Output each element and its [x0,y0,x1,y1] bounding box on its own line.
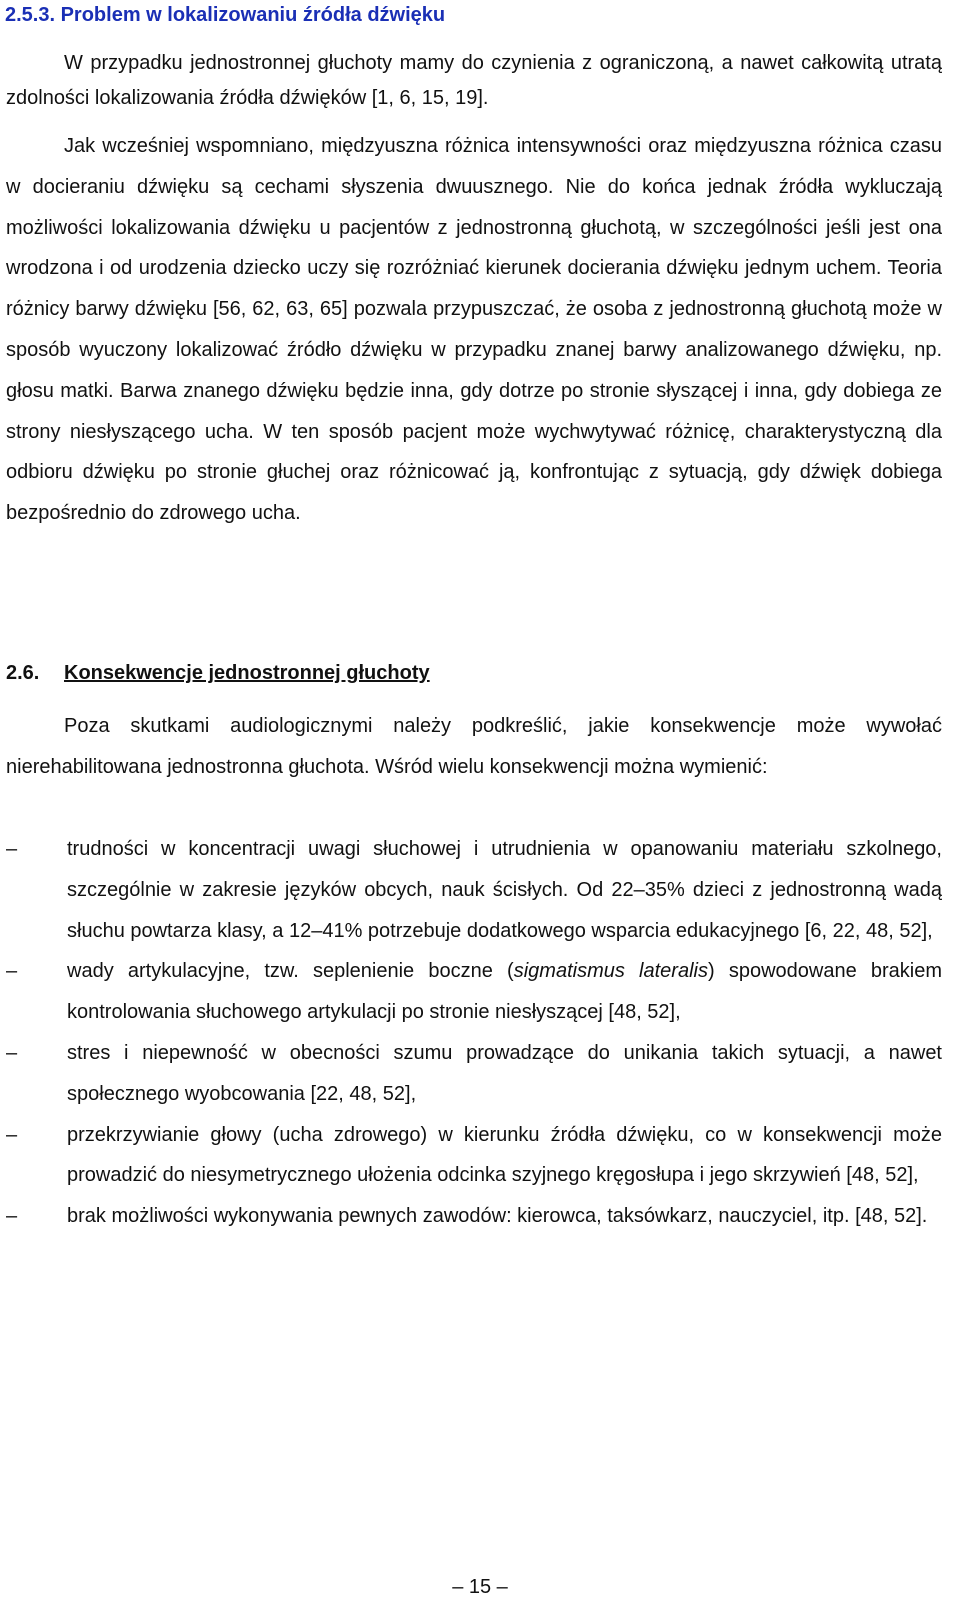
list-item [6,951,942,1033]
list-item-text-after: ) spowodowane brakiem kontrolowania słuchowego artykulacji po stronie niesłyszącej [48, 52], [67,960,943,1024]
list-item-text: stres i niepewność w obecności szumu prowadzące do unikania takich sytuacji, a nawet społecznego wyobcowania [22, 48, 52], [67,1041,942,1105]
bullet-dash: – [6,960,18,983]
bullet-dash: – [6,1041,18,1064]
list-item [6,1115,942,1197]
section-title: Konsekwencje jednostronnej głuchoty [64,662,430,684]
paragraph-1-text: W przypadku jednostronnej głuchoty mamy do czynienia z ograniczoną, a nawet całkowitą utratą zdolności lokalizowania źródła dźwięków [1, 6, 15, 19]. [6,52,942,109]
list-item-text: trudności w koncentracji uwagi słuchowej i utrudnienia w opanowaniu materiału szkolnego, szczególnie w zakresie języków obcych, nauk ścisłych. Od 22–35% dzieci z jednostronną wadą słuchu powtarza klasy, a 12–41% potrzebuje dodatkowego wsparcia edukacyjnego [6, 22, 48, 52], [67,838,942,942]
list-item-text: brak możliwości wykonywania pewnych zawodów: kierowca, taksówkarz, nauczyciel, itp. [48, 52]. [67,1205,928,1228]
bullet-dash: – [6,838,18,860]
list-item-text: przekrzywianie głowy (ucha zdrowego) w kierunku źródła dźwięku, co w konsekwencji może prowadzić do niesymetrycznego ułożenia odcinka szyjnego kręgosłupa i jego skrzywień [48, 52], [67,1123,942,1187]
consequences-list [6,829,942,1237]
list-item [6,1033,942,1115]
latin-term: sigmatismus lateralis [513,960,708,983]
section-number: 2.6. [6,662,40,684]
list-item-text-before: wady artykulacyjne, tzw. seplenienie boczne ( [67,960,514,983]
list-item [6,829,942,951]
bullet-dash: – [6,1205,18,1228]
paragraph-consequences-intro [6,706,942,788]
page-number: – 15 – [452,1576,508,1598]
paragraph-unilateral-deafness [6,46,942,116]
section-heading-2-5-3: 2.5.3. Problem w lokalizowaniu źródła dźwięku [5,4,446,26]
section-heading-2-6 [6,660,430,686]
paragraph-localization [6,126,942,534]
bullet-dash: – [6,1123,18,1146]
list-item [6,1196,942,1237]
paragraph-2-text: Jak wcześniej wspomniano, międzyuszna różnica intensywności oraz międzyuszna różnica czasu w docieraniu dźwięku są cechami słyszenia dwuusznego. Nie do końca jednak źródła wykluczają możliwości lokalizowania dźwięku u pacjentów z jednostronną głuchotą, w szczególności jeśli jest ona wrodzona i od urodzenia dziecko uczy się rozróżniać kierunek docierania dźwięku jednym uchem. Teoria różnicy barwy dźwięku [56, 62, 63, 65] pozwala przypuszczać, że osoba z jednostronną głuchotą może w sposób wyuczony lokalizować źródło dźwięku w przypadku znanej barwy analizowanego dźwięku, np. głosu matki. Barwa znanego dźwięku będzie inna, gdy dotrze po stronie słyszącej i inna, gdy dobiega ze strony niesłyszącego ucha. W ten sposób pacjent może wychwytywać różnicę, charakterystyczną dla odbioru dźwięku po stronie głuchej oraz różnicować ją, konfrontując z sytuacją, gdy dźwięk dobiega bezpośrednio do zdrowego ucha. [6,135,942,525]
paragraph-3-text: Poza skutkami audiologicznymi należy podkreślić, jakie konsekwencje może wywołać nierehabilitowana jednostronna głuchota. Wśród wielu konsekwencji można wymienić: [6,715,942,778]
